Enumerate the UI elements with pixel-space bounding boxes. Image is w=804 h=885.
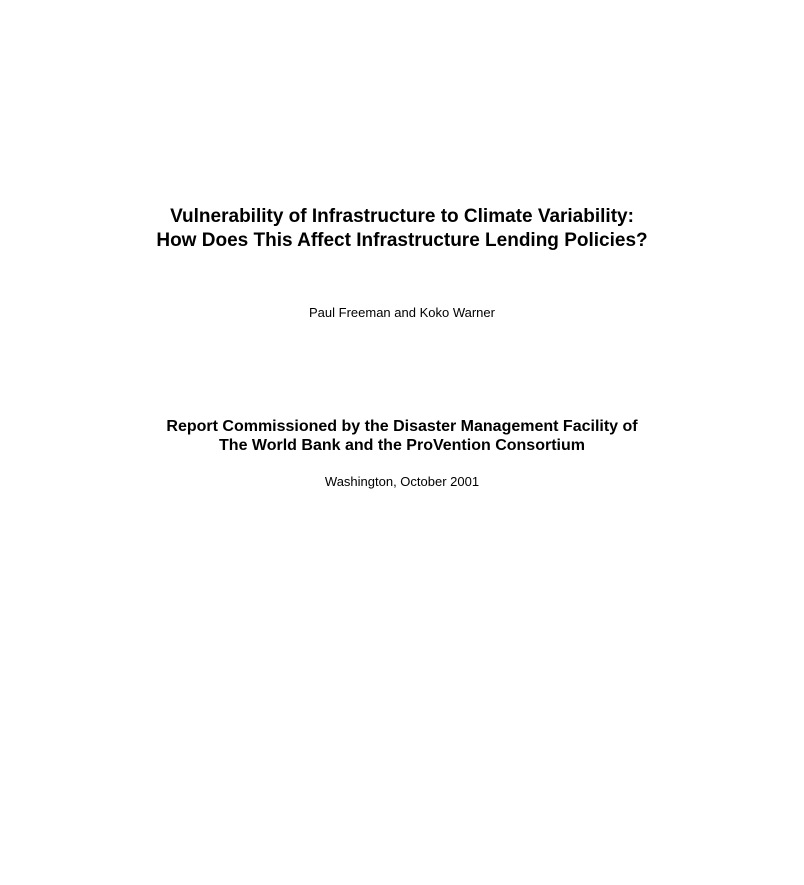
title-line-1: Vulnerability of Infrastructure to Climate Variability: — [170, 206, 634, 227]
commission-line-2: The World Bank and the ProVention Consortium — [219, 437, 585, 454]
title-line-2: How Does This Affect Infrastructure Lending Policies? — [156, 230, 648, 251]
authors: Paul Freeman and Koko Warner — [309, 305, 495, 320]
commission-line-1: Report Commissioned by the Disaster Management Facility of — [166, 418, 638, 435]
document-title — [0, 205, 804, 253]
place-date: Washington, October 2001 — [324, 474, 480, 489]
commission-statement — [0, 417, 804, 455]
